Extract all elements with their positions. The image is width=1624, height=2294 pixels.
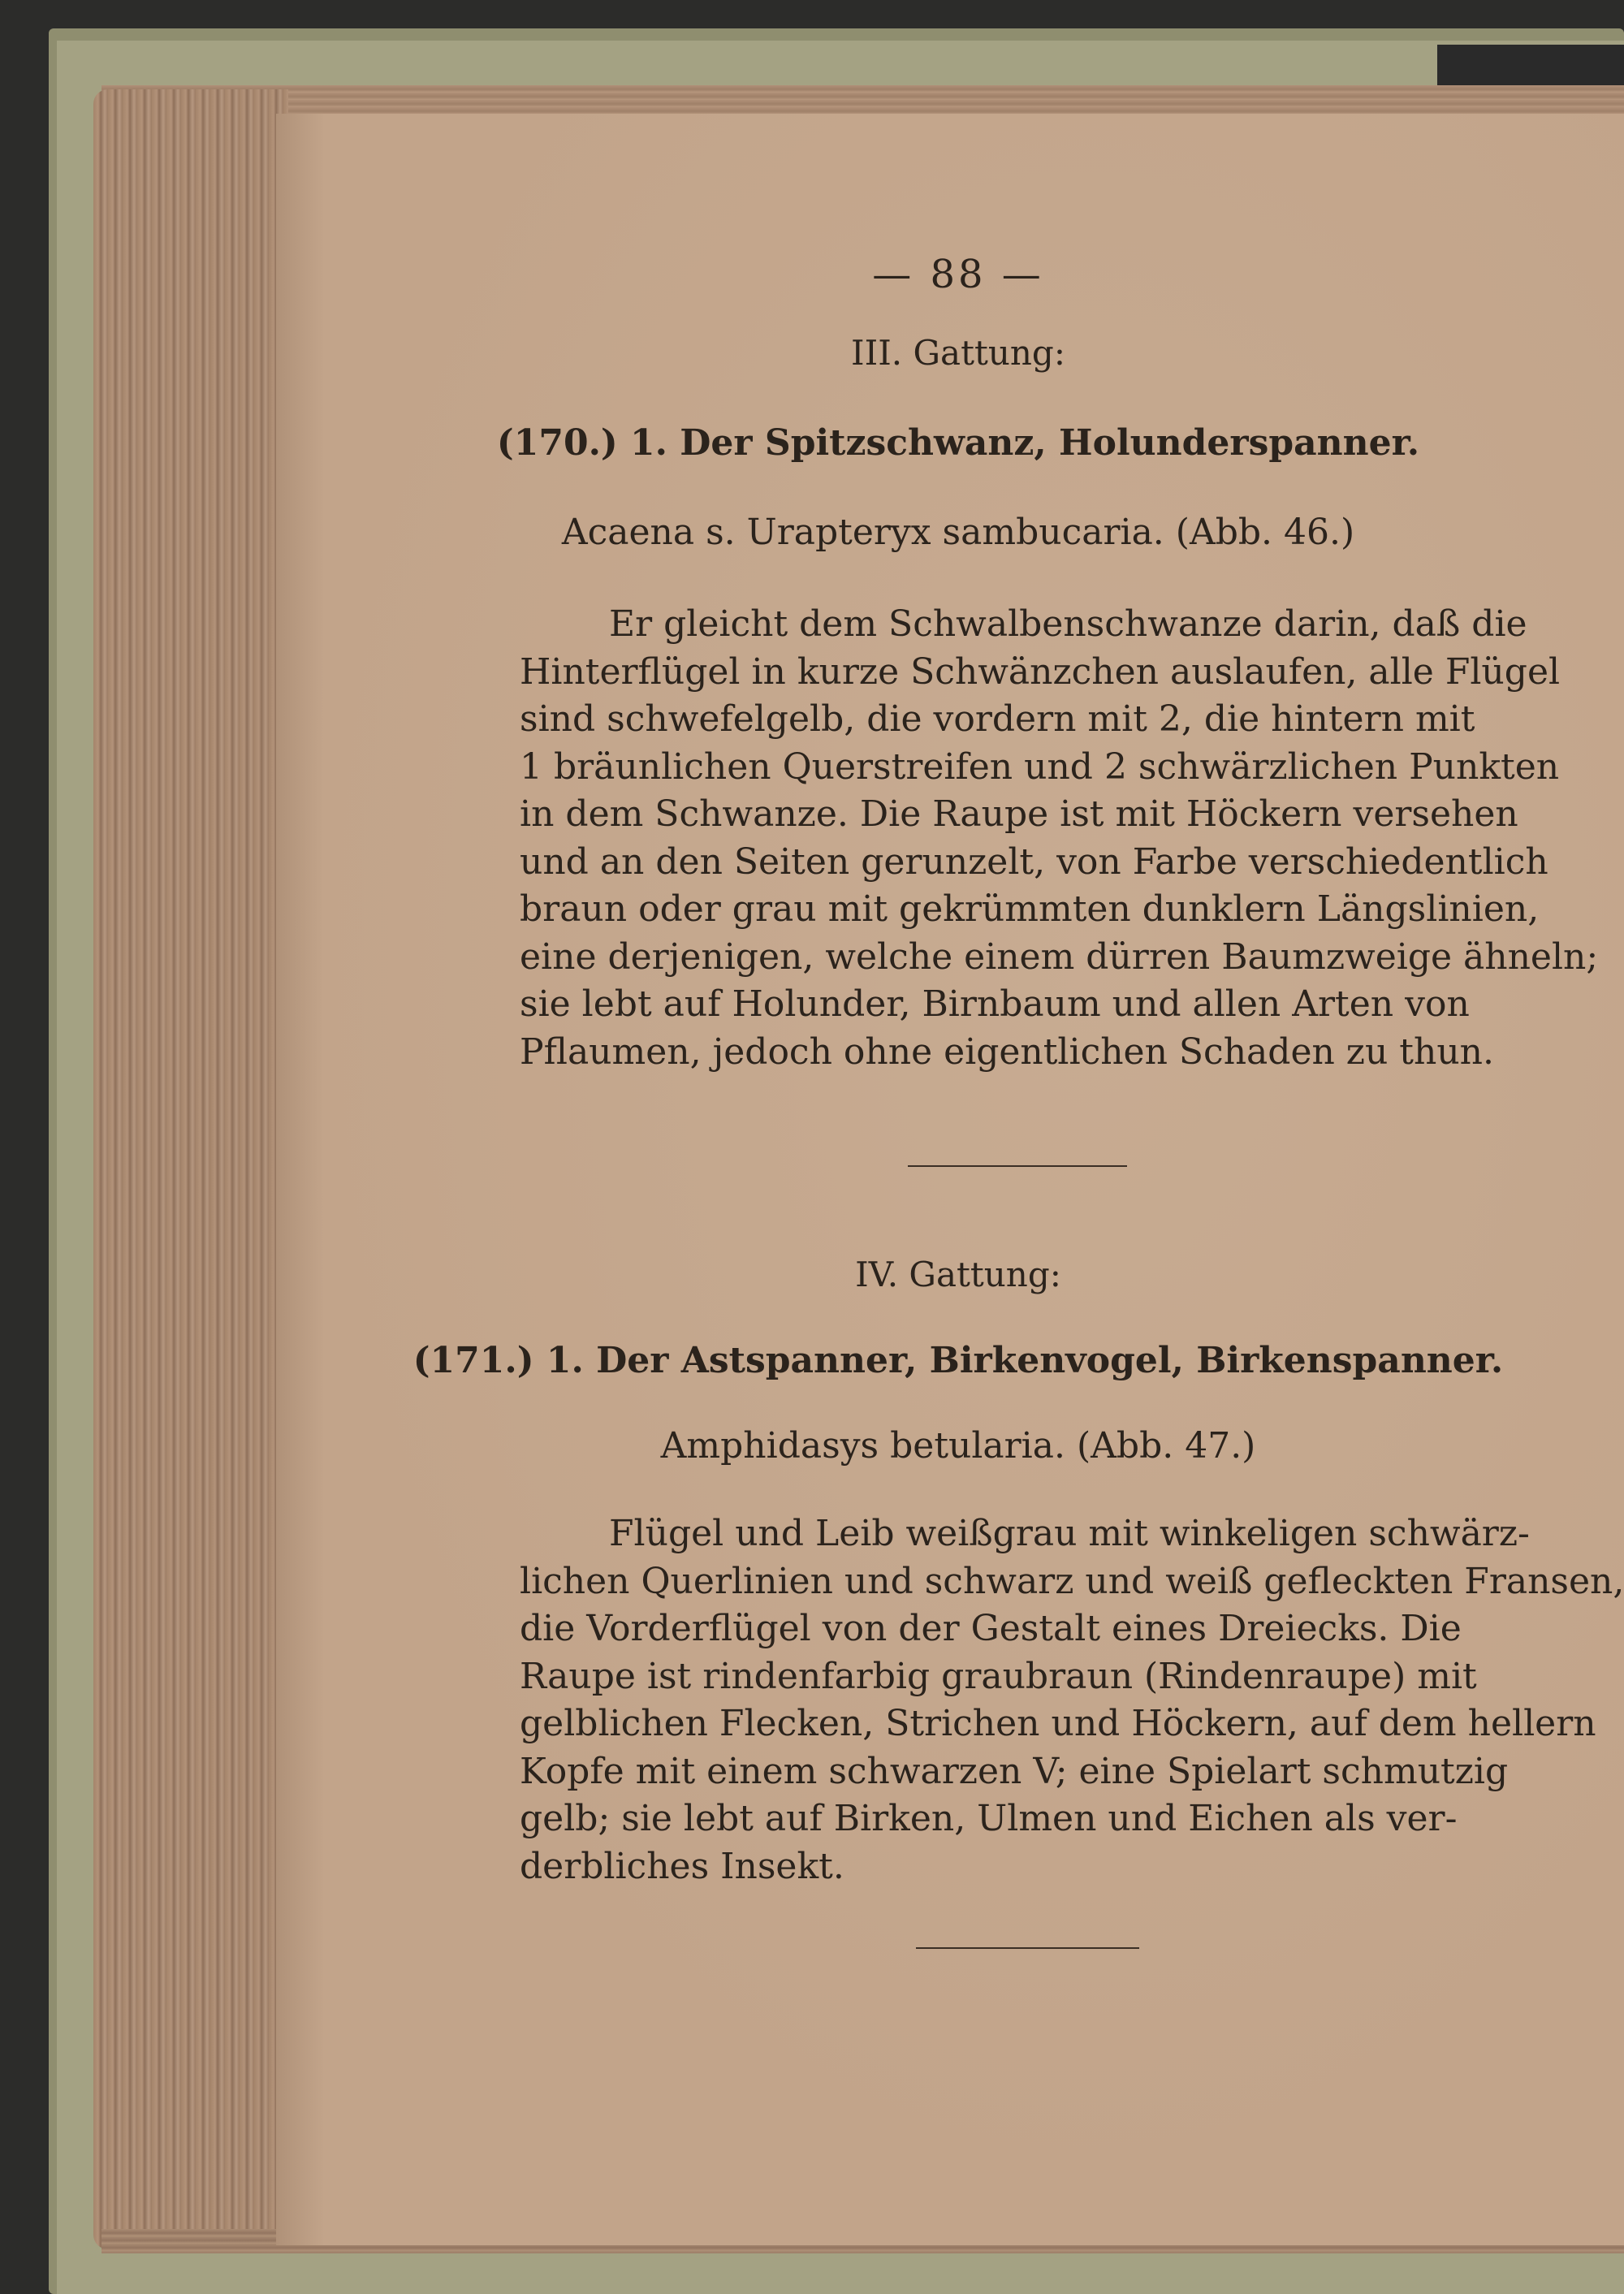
text-line: sind schwefelgelb, die vordern mit 2, die hintern mit — [520, 698, 1475, 740]
text-line: Flügel und Leib weißgrau mit winkeligen schwärz- — [609, 1513, 1530, 1554]
section-divider — [908, 1165, 1127, 1167]
text-line: Hinterflügel in kurze Schwänzchen auslaufen, alle Flügel — [520, 650, 1561, 693]
section-divider — [916, 1947, 1139, 1949]
description-171 — [520, 1510, 1624, 1890]
book-page — [276, 114, 1624, 2245]
text-line: Er gleicht dem Schwalbenschwanze darin, daß die — [609, 603, 1527, 645]
text-line: Raupe ist rindenfarbig graubraun (Rindenraupe) mit — [520, 1655, 1477, 1697]
text-line: derbliches Insekt. — [520, 1845, 844, 1887]
text-line: gelb; sie lebt auf Birken, Ulmen und Eichen als ver- — [520, 1798, 1458, 1839]
book-spine — [1437, 45, 1624, 89]
text-line: Kopfe mit einem schwarzen V; eine Spielart schmutzig — [520, 1750, 1509, 1792]
text-line: lichen Querlinien und schwarz und weiß gefleckten Fransen, — [520, 1560, 1624, 1602]
page-edges-top — [102, 85, 1624, 114]
text-line: gelblichen Flecken, Strichen und Höckern, auf dem hellern — [520, 1703, 1596, 1744]
genus-heading-3: III. Gattung: — [851, 333, 1065, 373]
text-line: und an den Seiten gerunzelt, von Farbe verschiedentlich — [520, 840, 1548, 883]
species-heading-170: (170.) 1. Der Spitzschwanz, Holunderspanner. — [496, 422, 1420, 464]
text-line: die Vorderflügel von der Gestalt eines Dreiecks. Die — [520, 1608, 1462, 1649]
text-line: 1 bräunlichen Querstreifen und 2 schwärzlichen Punkten — [520, 745, 1560, 788]
species-heading-171: (171.) 1. Der Astspanner, Birkenvogel, Birkenspanner. — [412, 1340, 1504, 1381]
text-line: Pflaumen, jedoch ohne eigentlichen Schaden zu thun. — [520, 1030, 1494, 1073]
latin-name-170: Acaena s. Urapteryx sambucaria. (Abb. 46.) — [561, 512, 1355, 553]
page-edges-left — [93, 89, 288, 2249]
text-line: sie lebt auf Holunder, Birnbaum und allen Arten von — [520, 983, 1470, 1025]
text-line: braun oder grau mit gekrümmten dunklern Längslinien, — [520, 888, 1540, 930]
text-line: in dem Schwanze. Die Raupe ist mit Höckern versehen — [520, 793, 1518, 835]
description-170 — [520, 601, 1599, 1076]
genus-heading-4: IV. Gattung: — [855, 1255, 1061, 1294]
latin-name-171: Amphidasys betularia. (Abb. 47.) — [660, 1425, 1256, 1467]
text-line: eine derjenigen, welche einem dürren Baumzweige ähneln; — [520, 935, 1599, 978]
page-number: — 88 — — [872, 252, 1044, 297]
